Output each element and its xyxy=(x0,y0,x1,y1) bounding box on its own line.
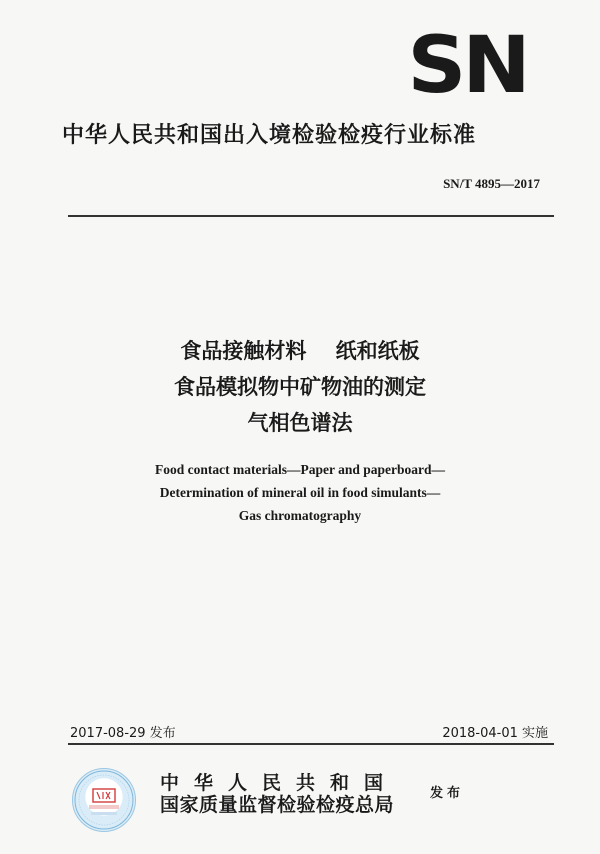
english-title-line-1: Food contact materials—Paper and paperboard— xyxy=(155,462,445,477)
chinese-title-line-3: 气相色谱法 xyxy=(247,411,353,435)
chinese-title-line-2: 食品模拟物中矿物油的测定 xyxy=(174,375,426,399)
organization-title: 中华人民共和国出入境检验检疫行业标准 xyxy=(62,123,477,148)
anti-counterfeit-seal-icon xyxy=(72,768,136,832)
standard-code: SN/T 4895—2017 xyxy=(443,176,540,191)
english-title-line-3: Gas chromatography xyxy=(238,508,362,523)
footer-divider xyxy=(68,743,554,745)
issuer-country: 中华人民共和国 xyxy=(160,772,399,794)
chinese-title-line-1: 食品接触材料 纸和纸板 xyxy=(180,339,420,363)
header-divider xyxy=(68,215,554,217)
implementation-date: 2018-04-01 实施 xyxy=(442,726,548,741)
sn-logo: SN xyxy=(407,21,527,111)
english-title-line-2: Determination of mineral oil in food simulants— xyxy=(159,485,441,500)
chinese-title xyxy=(0,333,600,441)
issue-date: 2017-08-29 发布 xyxy=(70,726,176,741)
english-title xyxy=(0,458,600,527)
issuer-agency: 国家质量监督检验检疫总局 xyxy=(160,794,395,816)
publish-label: 发布 xyxy=(430,786,465,801)
